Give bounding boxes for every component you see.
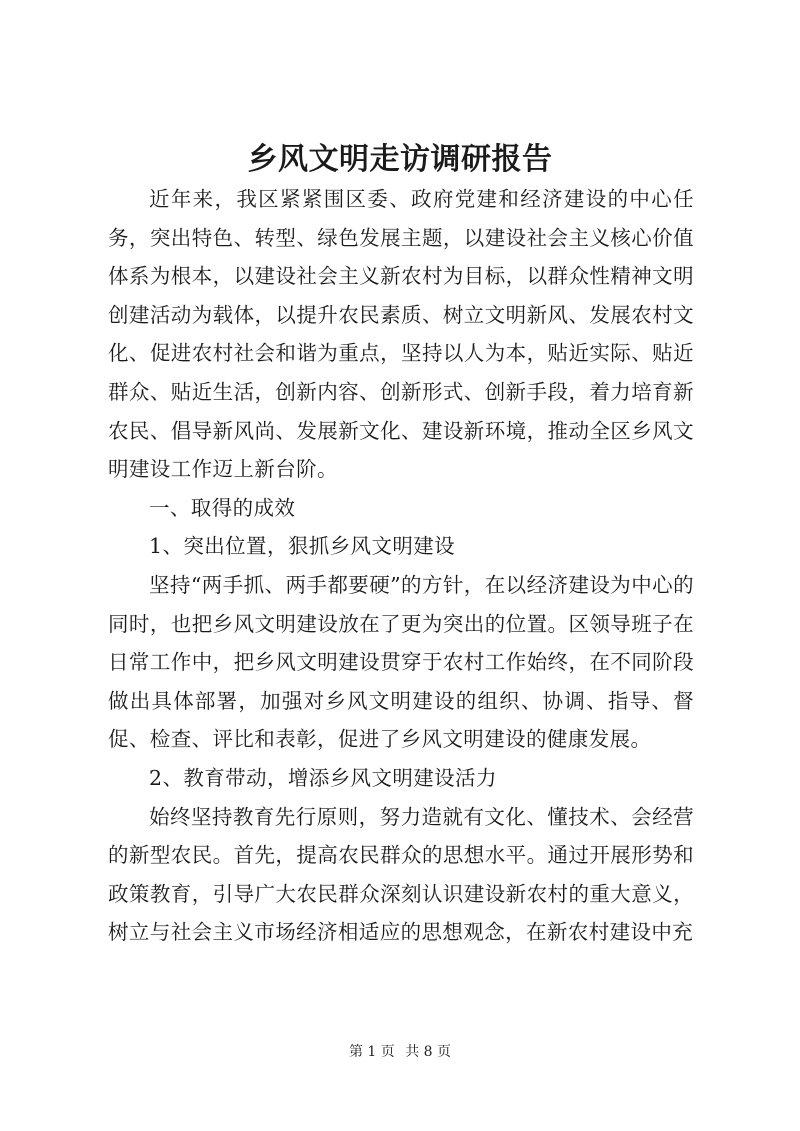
- document-title: 乡风文明走访调研报告: [247, 142, 553, 177]
- subsection-paragraph-2: 始终坚持教育先行原则，努力造就有文化、懂技术、会经营的新型农民。首先，提高农民群众的思想水平。通过开展形势和政策教育，引导广大农民群众深刻认识建设新农村的重大意义，树立与社会主义市场经济相适应的思想观念，在新农村建设中充: [108, 804, 694, 945]
- document-body: [108, 180, 694, 952]
- section-heading: 一、取得的成效: [149, 495, 296, 520]
- subsection-paragraph-1: 坚持“两手抓、两手都要硬”的方针，在以经济建设为中心的同时，也把乡风文明建设放在了更为突出的位置。区领导班子在日常工作中，把乡风文明建设贯穿于农村工作始终，在不同阶段做出具体部署，加强对乡风文明建设的组织、协调、指导、督促、检查、评比和表彰，促进了乡风文明建设的健康发展。: [108, 572, 694, 752]
- page-footer: [0, 1042, 800, 1062]
- subsection-heading-2: 2、教育带动，增添乡风文明建设活力: [149, 765, 497, 790]
- page-total: 共 8 页: [405, 1044, 452, 1060]
- subsection-heading-1: 1、突出位置，狠抓乡风文明建设: [149, 534, 456, 559]
- intro-paragraph: 近年来，我区紧紧围区委、政府党建和经济建设的中心任务，突出特色、转型、绿色发展主题，以建设社会主义核心价值体系为根本，以建设社会主义新农村为目标，以群众性精神文明创建活动为载体，以提升农民素质、树立文明新风、发展农村文化、促进农村社会和谐为重点，坚持以人为本，贴近实际、贴近群众、贴近生活，创新内容、创新形式、创新手段，着力培育新农民、倡导新风尚、发展新文化、建设新环境，推动全区乡风文明建设工作迈上新台阶。: [108, 187, 694, 482]
- page-number: 第 1 页: [348, 1044, 395, 1060]
